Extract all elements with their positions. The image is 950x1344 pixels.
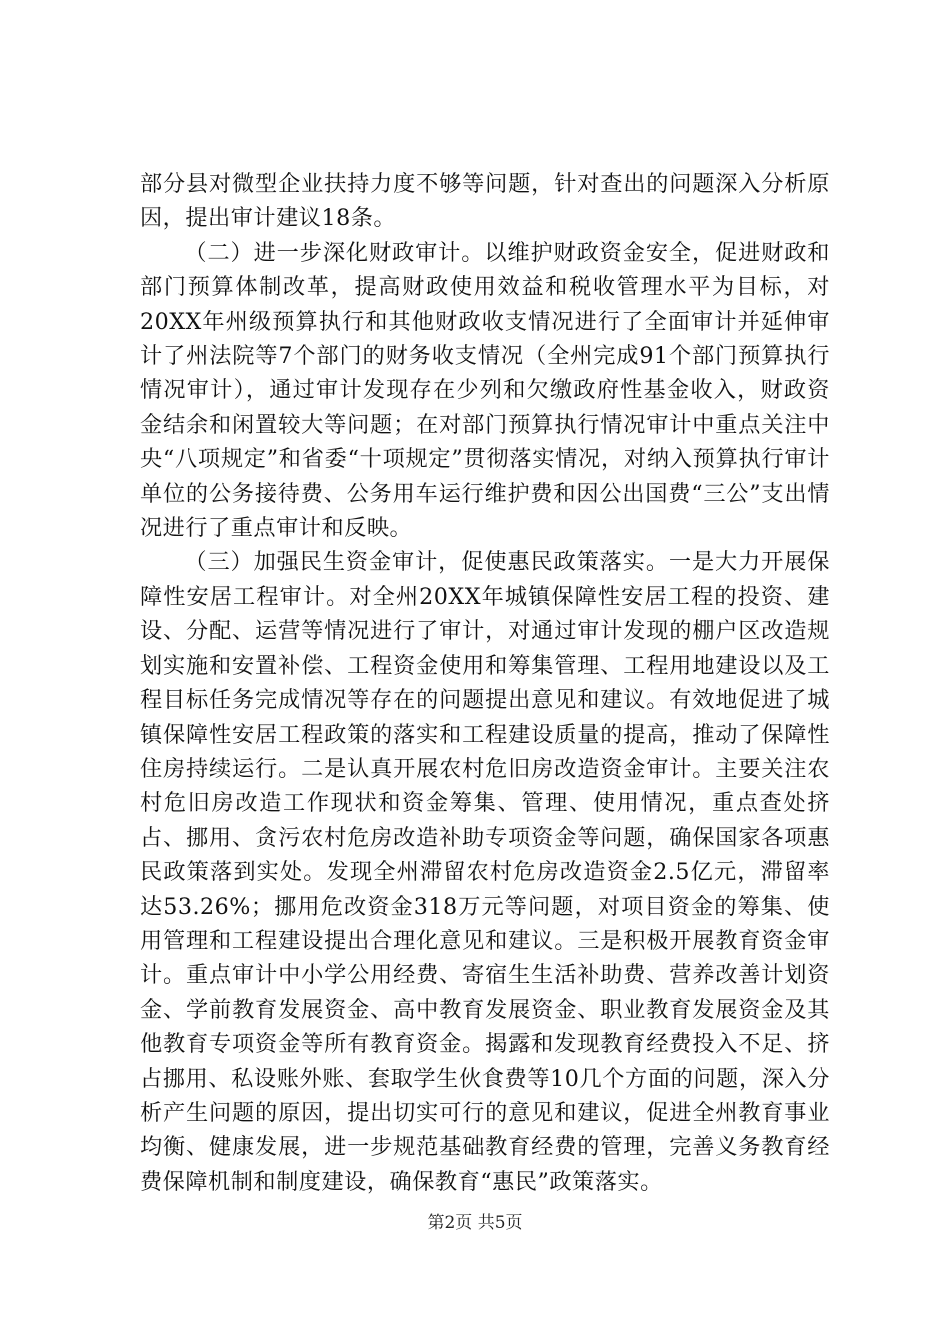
document-body	[140, 167, 830, 1199]
paragraph-livelihood-audit: （三）加强民生资金审计，促使惠民政策落实。一是大力开展保障性安居工程审计。对全州20XX年城镇保障性安居工程的投资、建设、分配、运营等情况进行了审计，对通过审计发现的棚户区改造规划实施和安置补偿、工程资金使用和筹集管理、工程用地建设以及工程目标任务完成情况等存在的问题提出意见和建议。有效地促进了城镇保障性安居工程政策的落实和工程建设质量的提高，推动了保障性住房持续运行。二是认真开展农村危旧房改造资金审计。主要关注农村危旧房改造工作现状和资金筹集、管理、使用情况，重点查处挤占、挪用、贪污农村危房改造补助专项资金等问题，确保国家各项惠民政策落到实处。发现全州滞留农村危房改造资金2.5亿元，滞留率达53.26%；挪用危改资金318万元等问题，对项目资金的筹集、使用管理和工程建设提出合理化意见和建议。三是积极开展教育资金审计。重点审计中小学公用经费、寄宿生生活补助费、营养改善计划资金、学前教育发展资金、高中教育发展资金、职业教育发展资金及其他教育专项资金等所有教育资金。揭露和发现教育经费投入不足、挤占挪用、私设账外账、套取学生伙食费等10几个方面的问题，深入分析产生问题的原因，提出切实可行的意见和建议，促进全州教育事业均衡、健康发展，进一步规范基础教育经费的管理，完善义务教育经费保障机制和制度建设，确保教育“惠民”政策落实。	[140, 549, 830, 1195]
paragraph-fiscal-audit: （二）进一步深化财政审计。以维护财政资金安全，促进财政和部门预算体制改革，提高财政使用效益和税收管理水平为目标，对20XX年州级预算执行和其他财政收支情况进行了全面审计并延伸审计了州法院等7个部门的财务收支情况（全州完成91个部门预算执行情况审计），通过审计发现存在少列和欠缴政府性基金收入，财政资金结余和闲置较大等问题；在对部门预算执行情况审计中重点关注中央“八项规定”和省委“十项规定”贯彻落实情况，对纳入预算执行审计单位的公务接待费、公务用车运行维护费和因公出国费“三公”支出情况进行了重点审计和反映。	[140, 239, 830, 542]
page-number-footer: 第2页 共5页	[427, 1213, 523, 1233]
paragraph-continuation: 部分县对微型企业扶持力度不够等问题，针对查出的问题深入分析原因，提出审计建议18条。	[140, 171, 830, 232]
